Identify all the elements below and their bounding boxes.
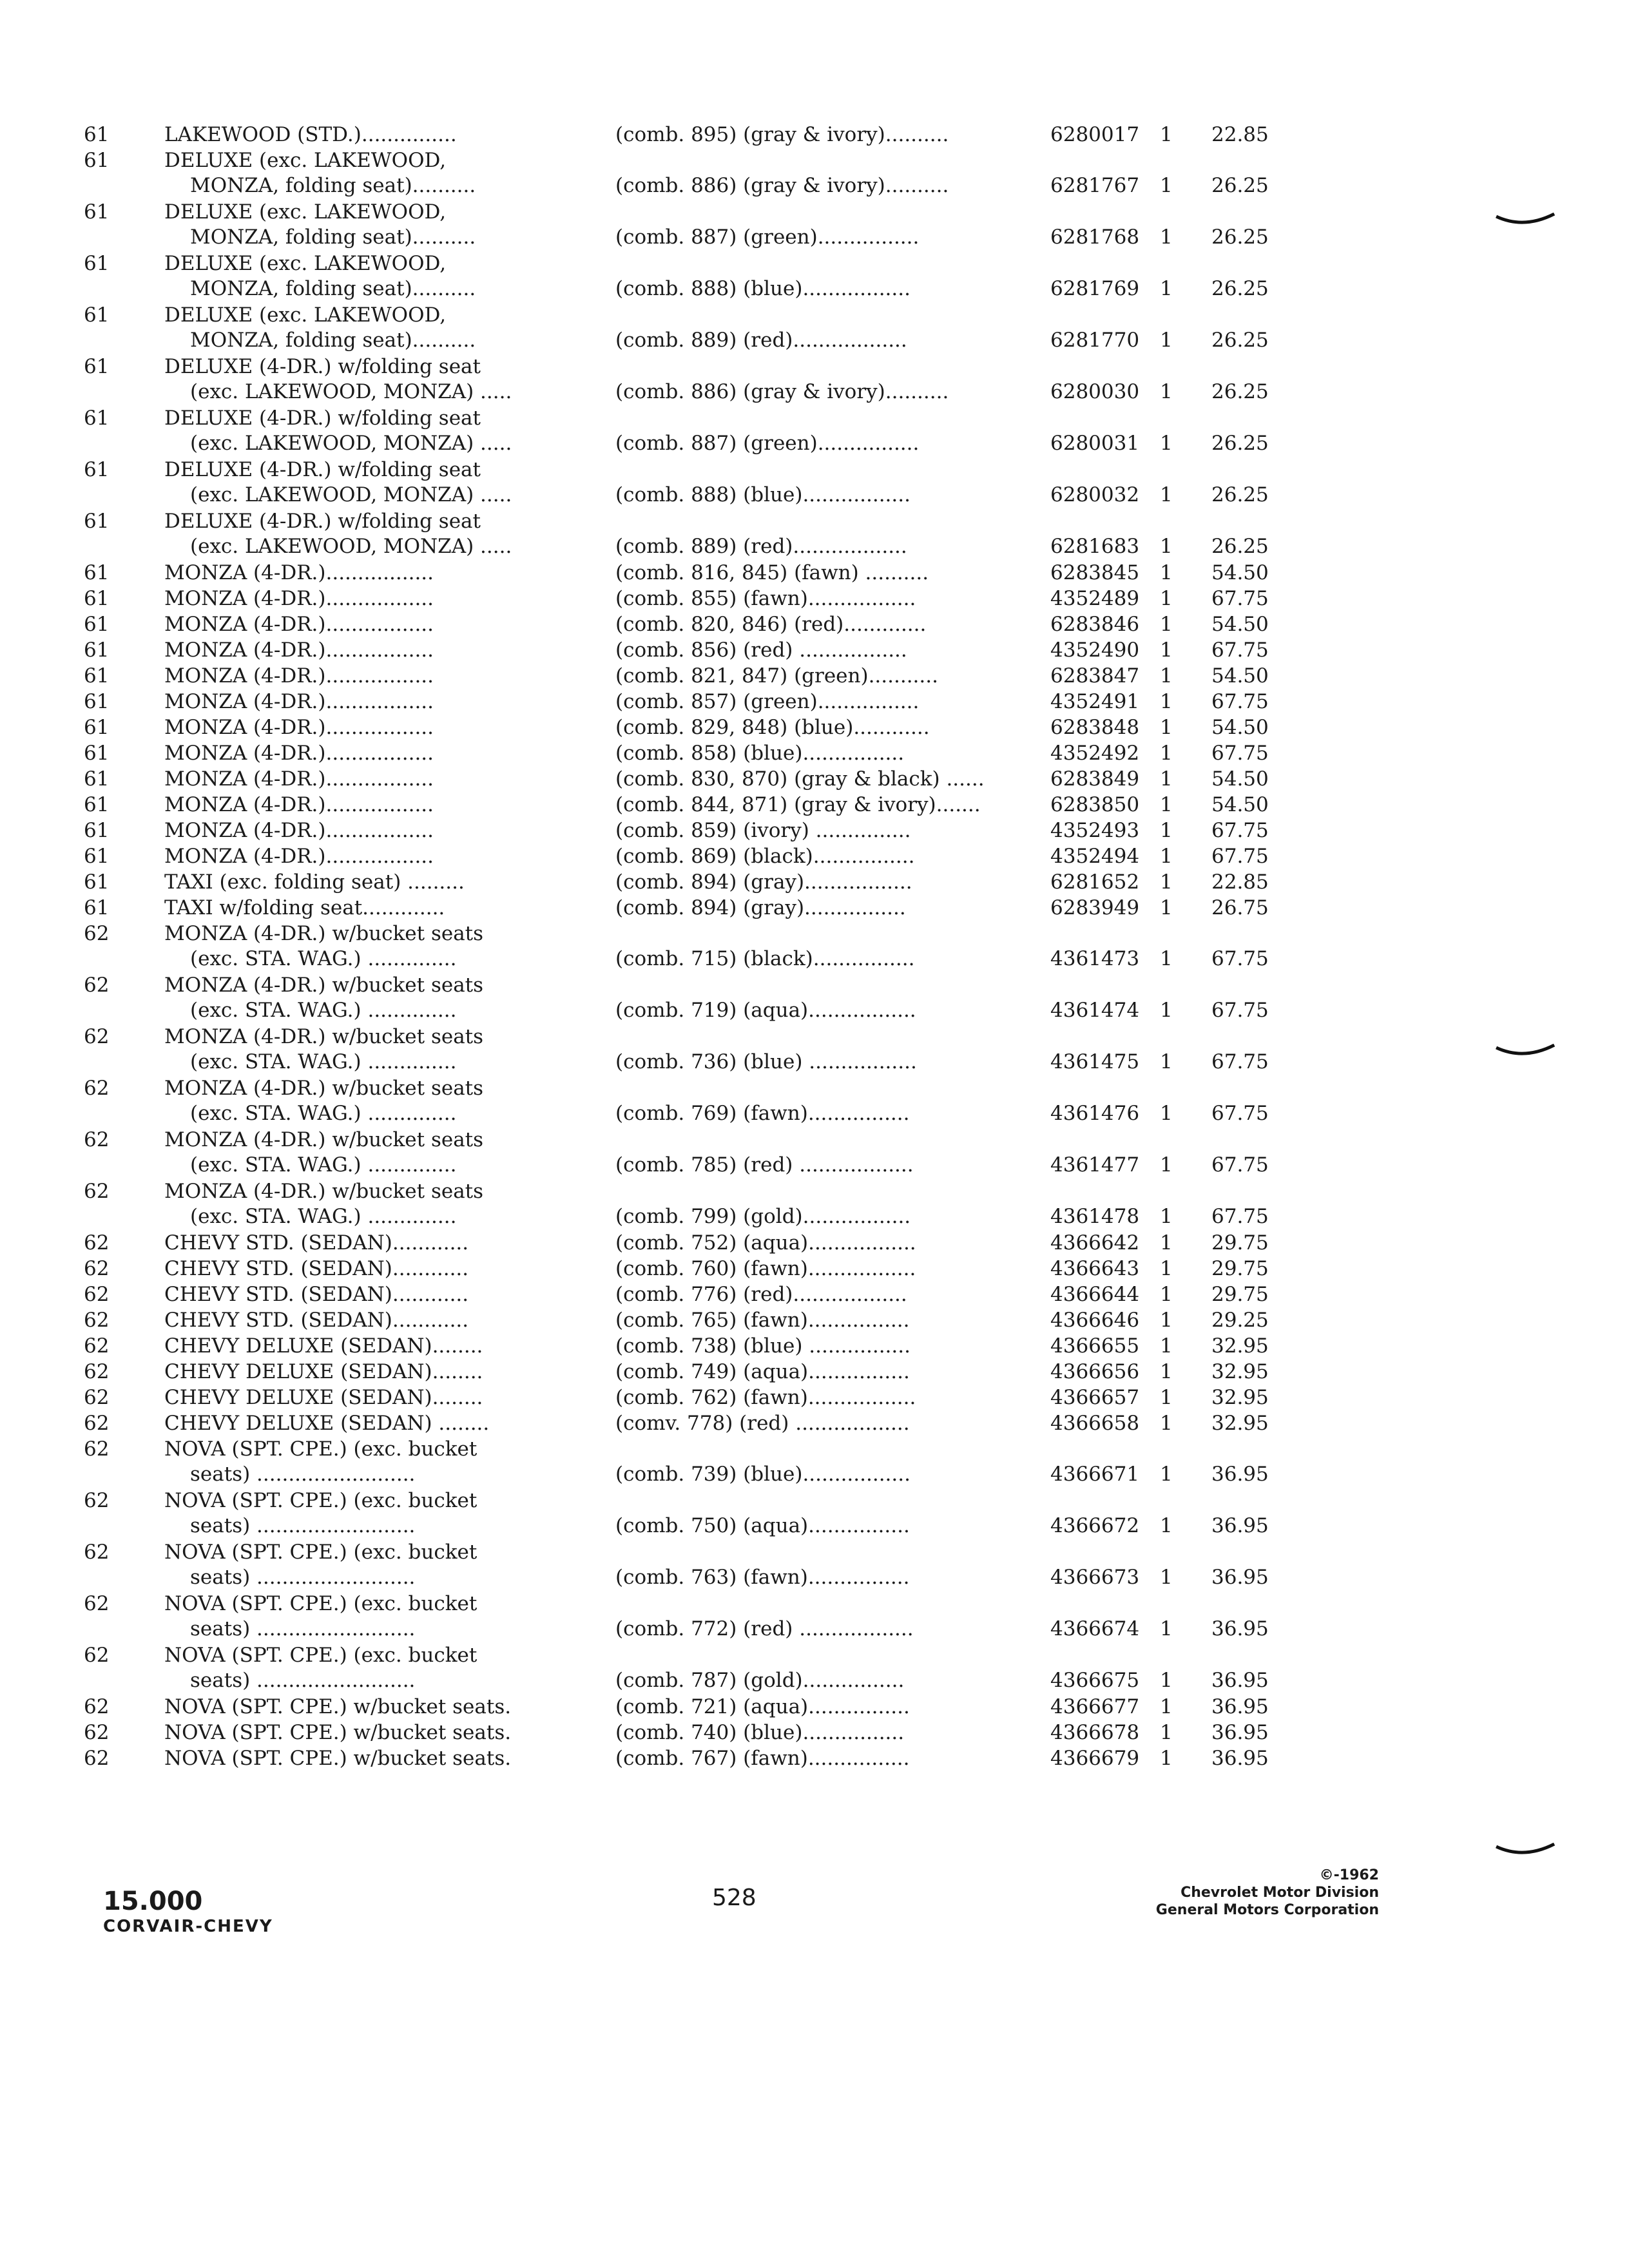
model-year: 61 bbox=[84, 742, 110, 765]
description: CHEVY STD. (SEDAN)............ bbox=[164, 1231, 469, 1254]
part-number: 6281769 bbox=[1050, 277, 1140, 300]
price: 67.75 bbox=[1211, 845, 1269, 868]
margin-mark bbox=[1495, 1843, 1556, 1857]
trim-combination: (comb. 736) (blue) ................. bbox=[615, 1050, 917, 1073]
model-year: 61 bbox=[84, 458, 110, 481]
trim-combination: (comb. 816, 845) (fawn) .......... bbox=[615, 561, 929, 584]
price: 67.75 bbox=[1211, 587, 1269, 610]
trim-combination: (comb. 740) (blue)................ bbox=[615, 1721, 905, 1744]
part-number: 4361477 bbox=[1050, 1153, 1140, 1177]
price: 29.75 bbox=[1211, 1257, 1269, 1280]
description-continued: seats) ......................... bbox=[190, 1669, 416, 1692]
quantity: 1 bbox=[1160, 999, 1173, 1022]
model-year: 62 bbox=[84, 1180, 110, 1203]
quantity: 1 bbox=[1160, 380, 1173, 403]
model-year: 61 bbox=[84, 613, 110, 636]
model-year: 61 bbox=[84, 587, 110, 610]
price: 32.95 bbox=[1211, 1360, 1269, 1383]
part-number: 4352494 bbox=[1050, 845, 1140, 868]
quantity: 1 bbox=[1160, 664, 1173, 687]
description: MONZA (4-DR.)................. bbox=[164, 561, 434, 584]
description: MONZA (4-DR.)................. bbox=[164, 819, 434, 842]
copyright: ©-1962 bbox=[1319, 1867, 1379, 1883]
price: 67.75 bbox=[1211, 947, 1269, 970]
price: 29.25 bbox=[1211, 1309, 1269, 1332]
price: 32.95 bbox=[1211, 1386, 1269, 1409]
model-year: 61 bbox=[84, 123, 110, 146]
quantity: 1 bbox=[1160, 690, 1173, 713]
description: CHEVY DELUXE (SEDAN)........ bbox=[164, 1386, 483, 1409]
quantity: 1 bbox=[1160, 329, 1173, 352]
price: 67.75 bbox=[1211, 1050, 1269, 1073]
part-number: 4366679 bbox=[1050, 1747, 1140, 1770]
description: CHEVY STD. (SEDAN)............ bbox=[164, 1257, 469, 1280]
quantity: 1 bbox=[1160, 845, 1173, 868]
part-number: 4361473 bbox=[1050, 947, 1140, 970]
trim-combination: (comb. 787) (gold)................ bbox=[615, 1669, 905, 1692]
trim-combination: (comb. 855) (fawn)................. bbox=[615, 587, 916, 610]
trim-combination: (comb. 715) (black)................ bbox=[615, 947, 915, 970]
quantity: 1 bbox=[1160, 742, 1173, 765]
price: 26.25 bbox=[1211, 380, 1269, 403]
quantity: 1 bbox=[1160, 819, 1173, 842]
trim-combination: (comb. 776) (red).................. bbox=[615, 1283, 907, 1306]
part-number: 4366646 bbox=[1050, 1309, 1140, 1332]
trim-combination: (comb. 889) (red).................. bbox=[615, 329, 907, 352]
price: 67.75 bbox=[1211, 639, 1269, 662]
model-year: 62 bbox=[84, 1077, 110, 1100]
part-number: 4366675 bbox=[1050, 1669, 1140, 1692]
price: 54.50 bbox=[1211, 767, 1269, 791]
trim-combination: (comb. 859) (ivory) ............... bbox=[615, 819, 911, 842]
model-year: 62 bbox=[84, 1437, 110, 1461]
part-number: 4366671 bbox=[1050, 1463, 1140, 1486]
part-number: 4366674 bbox=[1050, 1617, 1140, 1640]
description: DELUXE (exc. LAKEWOOD, bbox=[164, 252, 447, 275]
trim-combination: (comb. 894) (gray)................ bbox=[615, 896, 906, 919]
model-year: 62 bbox=[84, 1412, 110, 1435]
part-number: 6283949 bbox=[1050, 896, 1140, 919]
part-number: 4352492 bbox=[1050, 742, 1140, 765]
description-continued: (exc. STA. WAG.) .............. bbox=[190, 947, 457, 970]
part-number: 6283847 bbox=[1050, 664, 1140, 687]
description: NOVA (SPT. CPE.) w/bucket seats. bbox=[164, 1721, 512, 1744]
quantity: 1 bbox=[1160, 1153, 1173, 1177]
price: 32.95 bbox=[1211, 1334, 1269, 1358]
description-continued: (exc. LAKEWOOD, MONZA) ..... bbox=[190, 483, 512, 506]
description: DELUXE (exc. LAKEWOOD, bbox=[164, 200, 447, 224]
price: 32.95 bbox=[1211, 1412, 1269, 1435]
description-continued: (exc. STA. WAG.) .............. bbox=[190, 1050, 457, 1073]
description: TAXI (exc. folding seat) ......... bbox=[164, 870, 465, 894]
model-year: 61 bbox=[84, 690, 110, 713]
description: DELUXE (4-DR.) w/folding seat bbox=[164, 355, 481, 378]
price: 22.85 bbox=[1211, 123, 1269, 146]
quantity: 1 bbox=[1160, 1617, 1173, 1640]
quantity: 1 bbox=[1160, 1386, 1173, 1409]
model-year: 61 bbox=[84, 149, 110, 172]
publisher-corporation: General Motors Corporation bbox=[1155, 1902, 1379, 1918]
description: DELUXE (4-DR.) w/folding seat bbox=[164, 510, 481, 533]
price: 36.95 bbox=[1211, 1695, 1269, 1718]
quantity: 1 bbox=[1160, 1463, 1173, 1486]
quantity: 1 bbox=[1160, 870, 1173, 894]
quantity: 1 bbox=[1160, 1669, 1173, 1692]
trim-combination: (comb. 772) (red) .................. bbox=[615, 1617, 914, 1640]
part-number: 6281768 bbox=[1050, 226, 1140, 249]
description-continued: (exc. LAKEWOOD, MONZA) ..... bbox=[190, 535, 512, 558]
model-year: 62 bbox=[84, 1721, 110, 1744]
price: 67.75 bbox=[1211, 1205, 1269, 1228]
margin-mark bbox=[1495, 1044, 1556, 1058]
trim-combination: (comb. 857) (green)................ bbox=[615, 690, 920, 713]
model-year: 62 bbox=[84, 1644, 110, 1667]
trim-combination: (comb. 829, 848) (blue)............ bbox=[615, 716, 930, 739]
model-year: 62 bbox=[84, 1025, 110, 1048]
price: 67.75 bbox=[1211, 1153, 1269, 1177]
section-subtitle: CORVAIR-CHEVY bbox=[103, 1917, 273, 1936]
description-continued: seats) ......................... bbox=[190, 1566, 416, 1589]
description: MONZA (4-DR.)................. bbox=[164, 767, 434, 791]
part-number: 6281770 bbox=[1050, 329, 1140, 352]
trim-combination: (comb. 763) (fawn)................ bbox=[615, 1566, 910, 1589]
description: MONZA (4-DR.)................. bbox=[164, 716, 434, 739]
quantity: 1 bbox=[1160, 716, 1173, 739]
model-year: 62 bbox=[84, 1360, 110, 1383]
trim-combination: (comb. 749) (aqua)................ bbox=[615, 1360, 910, 1383]
quantity: 1 bbox=[1160, 896, 1173, 919]
description: TAXI w/folding seat............. bbox=[164, 896, 445, 919]
trim-combination: (comv. 778) (red) .................. bbox=[615, 1412, 910, 1435]
description-continued: MONZA, folding seat).......... bbox=[190, 174, 476, 197]
description: NOVA (SPT. CPE.) (exc. bucket bbox=[164, 1644, 477, 1667]
trim-combination: (comb. 895) (gray & ivory).......... bbox=[615, 123, 949, 146]
description: DELUXE (exc. LAKEWOOD, bbox=[164, 303, 447, 327]
description-continued: (exc. LAKEWOOD, MONZA) ..... bbox=[190, 380, 512, 403]
description: MONZA (4-DR.) w/bucket seats bbox=[164, 974, 484, 997]
model-year: 61 bbox=[84, 870, 110, 894]
trim-combination: (comb. 821, 847) (green)........... bbox=[615, 664, 938, 687]
part-number: 4366656 bbox=[1050, 1360, 1140, 1383]
quantity: 1 bbox=[1160, 1231, 1173, 1254]
part-number: 4361476 bbox=[1050, 1102, 1140, 1125]
description: LAKEWOOD (STD.)............... bbox=[164, 123, 457, 146]
model-year: 62 bbox=[84, 1309, 110, 1332]
description: NOVA (SPT. CPE.) (exc. bucket bbox=[164, 1592, 477, 1615]
description-continued: (exc. LAKEWOOD, MONZA) ..... bbox=[190, 432, 512, 455]
description: MONZA (4-DR.)................. bbox=[164, 742, 434, 765]
price: 36.95 bbox=[1211, 1566, 1269, 1589]
price: 36.95 bbox=[1211, 1669, 1269, 1692]
part-number: 4366655 bbox=[1050, 1334, 1140, 1358]
description: CHEVY DELUXE (SEDAN)........ bbox=[164, 1334, 483, 1358]
model-year: 62 bbox=[84, 1257, 110, 1280]
trim-combination: (comb. 888) (blue)................. bbox=[615, 277, 911, 300]
description: NOVA (SPT. CPE.) (exc. bucket bbox=[164, 1437, 477, 1461]
margin-mark bbox=[1495, 213, 1556, 227]
part-number: 4352491 bbox=[1050, 690, 1140, 713]
price: 54.50 bbox=[1211, 664, 1269, 687]
description-continued: (exc. STA. WAG.) .............. bbox=[190, 1205, 457, 1228]
model-year: 61 bbox=[84, 819, 110, 842]
price: 67.75 bbox=[1211, 819, 1269, 842]
part-number: 4352493 bbox=[1050, 819, 1140, 842]
section-number: 15.000 bbox=[103, 1887, 203, 1916]
description-continued: seats) ......................... bbox=[190, 1617, 416, 1640]
trim-combination: (comb. 739) (blue)................. bbox=[615, 1463, 911, 1486]
price: 67.75 bbox=[1211, 690, 1269, 713]
quantity: 1 bbox=[1160, 535, 1173, 558]
trim-combination: (comb. 760) (fawn)................. bbox=[615, 1257, 916, 1280]
description: DELUXE (exc. LAKEWOOD, bbox=[164, 149, 447, 172]
part-number: 4366643 bbox=[1050, 1257, 1140, 1280]
model-year: 62 bbox=[84, 1128, 110, 1151]
price: 36.95 bbox=[1211, 1721, 1269, 1744]
quantity: 1 bbox=[1160, 793, 1173, 816]
part-number: 4361474 bbox=[1050, 999, 1140, 1022]
model-year: 62 bbox=[84, 1386, 110, 1409]
quantity: 1 bbox=[1160, 1205, 1173, 1228]
quantity: 1 bbox=[1160, 613, 1173, 636]
price: 26.75 bbox=[1211, 896, 1269, 919]
description: MONZA (4-DR.) w/bucket seats bbox=[164, 1180, 484, 1203]
quantity: 1 bbox=[1160, 1050, 1173, 1073]
model-year: 62 bbox=[84, 922, 110, 945]
trim-combination: (comb. 894) (gray)................. bbox=[615, 870, 912, 894]
description-continued: (exc. STA. WAG.) .............. bbox=[190, 999, 457, 1022]
trim-combination: (comb. 830, 870) (gray & black) ...... bbox=[615, 767, 985, 791]
model-year: 62 bbox=[84, 1747, 110, 1770]
part-number: 6280030 bbox=[1050, 380, 1140, 403]
price: 36.95 bbox=[1211, 1514, 1269, 1537]
part-number: 6281652 bbox=[1050, 870, 1140, 894]
description: NOVA (SPT. CPE.) w/bucket seats. bbox=[164, 1747, 512, 1770]
trim-combination: (comb. 719) (aqua)................. bbox=[615, 999, 916, 1022]
part-number: 4366644 bbox=[1050, 1283, 1140, 1306]
quantity: 1 bbox=[1160, 947, 1173, 970]
price: 22.85 bbox=[1211, 870, 1269, 894]
quantity: 1 bbox=[1160, 483, 1173, 506]
description: DELUXE (4-DR.) w/folding seat bbox=[164, 407, 481, 430]
quantity: 1 bbox=[1160, 1334, 1173, 1358]
part-number: 4366672 bbox=[1050, 1514, 1140, 1537]
description: CHEVY DELUXE (SEDAN) ........ bbox=[164, 1412, 490, 1435]
description: MONZA (4-DR.)................. bbox=[164, 639, 434, 662]
price: 26.25 bbox=[1211, 535, 1269, 558]
price: 67.75 bbox=[1211, 999, 1269, 1022]
description: MONZA (4-DR.)................. bbox=[164, 845, 434, 868]
model-year: 62 bbox=[84, 974, 110, 997]
description: MONZA (4-DR.) w/bucket seats bbox=[164, 1025, 484, 1048]
trim-combination: (comb. 858) (blue)................ bbox=[615, 742, 905, 765]
description: MONZA (4-DR.)................. bbox=[164, 664, 434, 687]
part-number: 6281767 bbox=[1050, 174, 1140, 197]
quantity: 1 bbox=[1160, 277, 1173, 300]
description-continued: MONZA, folding seat).......... bbox=[190, 226, 476, 249]
part-number: 6283845 bbox=[1050, 561, 1140, 584]
model-year: 62 bbox=[84, 1695, 110, 1718]
trim-combination: (comb. 869) (black)................ bbox=[615, 845, 915, 868]
model-year: 61 bbox=[84, 355, 110, 378]
description: DELUXE (4-DR.) w/folding seat bbox=[164, 458, 481, 481]
trim-combination: (comb. 762) (fawn)................. bbox=[615, 1386, 916, 1409]
quantity: 1 bbox=[1160, 561, 1173, 584]
quantity: 1 bbox=[1160, 1257, 1173, 1280]
publisher-division: Chevrolet Motor Division bbox=[1181, 1885, 1379, 1901]
price: 26.25 bbox=[1211, 226, 1269, 249]
description: MONZA (4-DR.)................. bbox=[164, 793, 434, 816]
price: 26.25 bbox=[1211, 432, 1269, 455]
part-number: 6283850 bbox=[1050, 793, 1140, 816]
description-continued: (exc. STA. WAG.) .............. bbox=[190, 1102, 457, 1125]
model-year: 61 bbox=[84, 561, 110, 584]
page-number: 528 bbox=[712, 1885, 757, 1911]
description: MONZA (4-DR.)................. bbox=[164, 587, 434, 610]
quantity: 1 bbox=[1160, 1102, 1173, 1125]
description-continued: MONZA, folding seat).......... bbox=[190, 277, 476, 300]
price: 36.95 bbox=[1211, 1747, 1269, 1770]
price: 54.50 bbox=[1211, 561, 1269, 584]
trim-combination: (comb. 785) (red) .................. bbox=[615, 1153, 914, 1177]
model-year: 61 bbox=[84, 252, 110, 275]
quantity: 1 bbox=[1160, 639, 1173, 662]
price: 26.25 bbox=[1211, 277, 1269, 300]
part-number: 6280031 bbox=[1050, 432, 1140, 455]
quantity: 1 bbox=[1160, 1695, 1173, 1718]
description: CHEVY DELUXE (SEDAN)........ bbox=[164, 1360, 483, 1383]
price: 54.50 bbox=[1211, 716, 1269, 739]
quantity: 1 bbox=[1160, 123, 1173, 146]
price: 29.75 bbox=[1211, 1283, 1269, 1306]
quantity: 1 bbox=[1160, 587, 1173, 610]
description-continued: seats) ......................... bbox=[190, 1463, 416, 1486]
model-year: 61 bbox=[84, 639, 110, 662]
description-continued: MONZA, folding seat).......... bbox=[190, 329, 476, 352]
model-year: 61 bbox=[84, 896, 110, 919]
trim-combination: (comb. 769) (fawn)................ bbox=[615, 1102, 910, 1125]
part-number: 4352490 bbox=[1050, 639, 1140, 662]
trim-combination: (comb. 752) (aqua)................. bbox=[615, 1231, 916, 1254]
price: 67.75 bbox=[1211, 1102, 1269, 1125]
description: MONZA (4-DR.)................. bbox=[164, 690, 434, 713]
quantity: 1 bbox=[1160, 1360, 1173, 1383]
part-number: 6280017 bbox=[1050, 123, 1140, 146]
part-number: 6283848 bbox=[1050, 716, 1140, 739]
part-number: 6283849 bbox=[1050, 767, 1140, 791]
model-year: 61 bbox=[84, 200, 110, 224]
description: NOVA (SPT. CPE.) (exc. bucket bbox=[164, 1541, 477, 1564]
part-number: 6281683 bbox=[1050, 535, 1140, 558]
description: MONZA (4-DR.) w/bucket seats bbox=[164, 1128, 484, 1151]
part-number: 4361475 bbox=[1050, 1050, 1140, 1073]
model-year: 62 bbox=[84, 1283, 110, 1306]
quantity: 1 bbox=[1160, 767, 1173, 791]
model-year: 61 bbox=[84, 664, 110, 687]
quantity: 1 bbox=[1160, 1283, 1173, 1306]
price: 36.95 bbox=[1211, 1617, 1269, 1640]
model-year: 62 bbox=[84, 1231, 110, 1254]
quantity: 1 bbox=[1160, 1309, 1173, 1332]
trim-combination: (comb. 844, 871) (gray & ivory)....... bbox=[615, 793, 981, 816]
quantity: 1 bbox=[1160, 1721, 1173, 1744]
model-year: 62 bbox=[84, 1334, 110, 1358]
model-year: 61 bbox=[84, 793, 110, 816]
trim-combination: (comb. 799) (gold)................. bbox=[615, 1205, 911, 1228]
trim-combination: (comb. 887) (green)................ bbox=[615, 226, 920, 249]
trim-combination: (comb. 856) (red) ................. bbox=[615, 639, 907, 662]
part-number: 4366642 bbox=[1050, 1231, 1140, 1254]
trim-combination: (comb. 889) (red).................. bbox=[615, 535, 907, 558]
trim-combination: (comb. 820, 846) (red)............. bbox=[615, 613, 927, 636]
model-year: 62 bbox=[84, 1541, 110, 1564]
price: 26.25 bbox=[1211, 483, 1269, 506]
price: 36.95 bbox=[1211, 1463, 1269, 1486]
part-number: 4352489 bbox=[1050, 587, 1140, 610]
trim-combination: (comb. 767) (fawn)................ bbox=[615, 1747, 910, 1770]
description: MONZA (4-DR.)................. bbox=[164, 613, 434, 636]
model-year: 61 bbox=[84, 303, 110, 327]
model-year: 61 bbox=[84, 407, 110, 430]
quantity: 1 bbox=[1160, 1412, 1173, 1435]
quantity: 1 bbox=[1160, 1566, 1173, 1589]
description: MONZA (4-DR.) w/bucket seats bbox=[164, 922, 484, 945]
part-number: 4366673 bbox=[1050, 1566, 1140, 1589]
description: NOVA (SPT. CPE.) w/bucket seats. bbox=[164, 1695, 512, 1718]
description: MONZA (4-DR.) w/bucket seats bbox=[164, 1077, 484, 1100]
part-number: 4366678 bbox=[1050, 1721, 1140, 1744]
description: NOVA (SPT. CPE.) (exc. bucket bbox=[164, 1489, 477, 1512]
part-number: 4366658 bbox=[1050, 1412, 1140, 1435]
part-number: 4366657 bbox=[1050, 1386, 1140, 1409]
model-year: 62 bbox=[84, 1489, 110, 1512]
price: 29.75 bbox=[1211, 1231, 1269, 1254]
model-year: 61 bbox=[84, 716, 110, 739]
quantity: 1 bbox=[1160, 1514, 1173, 1537]
price: 26.25 bbox=[1211, 174, 1269, 197]
description: CHEVY STD. (SEDAN)............ bbox=[164, 1309, 469, 1332]
price: 67.75 bbox=[1211, 742, 1269, 765]
model-year: 61 bbox=[84, 510, 110, 533]
part-number: 4366677 bbox=[1050, 1695, 1140, 1718]
part-number: 4361478 bbox=[1050, 1205, 1140, 1228]
trim-combination: (comb. 887) (green)................ bbox=[615, 432, 920, 455]
price: 26.25 bbox=[1211, 329, 1269, 352]
trim-combination: (comb. 886) (gray & ivory).......... bbox=[615, 174, 949, 197]
quantity: 1 bbox=[1160, 1747, 1173, 1770]
quantity: 1 bbox=[1160, 174, 1173, 197]
trim-combination: (comb. 738) (blue) ................ bbox=[615, 1334, 911, 1358]
description-continued: seats) ......................... bbox=[190, 1514, 416, 1537]
model-year: 61 bbox=[84, 845, 110, 868]
price: 54.50 bbox=[1211, 793, 1269, 816]
model-year: 61 bbox=[84, 767, 110, 791]
quantity: 1 bbox=[1160, 226, 1173, 249]
trim-combination: (comb. 886) (gray & ivory).......... bbox=[615, 380, 949, 403]
description: CHEVY STD. (SEDAN)............ bbox=[164, 1283, 469, 1306]
trim-combination: (comb. 888) (blue)................. bbox=[615, 483, 911, 506]
part-number: 6280032 bbox=[1050, 483, 1140, 506]
price: 54.50 bbox=[1211, 613, 1269, 636]
trim-combination: (comb. 750) (aqua)................ bbox=[615, 1514, 910, 1537]
model-year: 62 bbox=[84, 1592, 110, 1615]
trim-combination: (comb. 765) (fawn)................ bbox=[615, 1309, 910, 1332]
description-continued: (exc. STA. WAG.) .............. bbox=[190, 1153, 457, 1177]
trim-combination: (comb. 721) (aqua)................ bbox=[615, 1695, 910, 1718]
part-number: 6283846 bbox=[1050, 613, 1140, 636]
quantity: 1 bbox=[1160, 432, 1173, 455]
